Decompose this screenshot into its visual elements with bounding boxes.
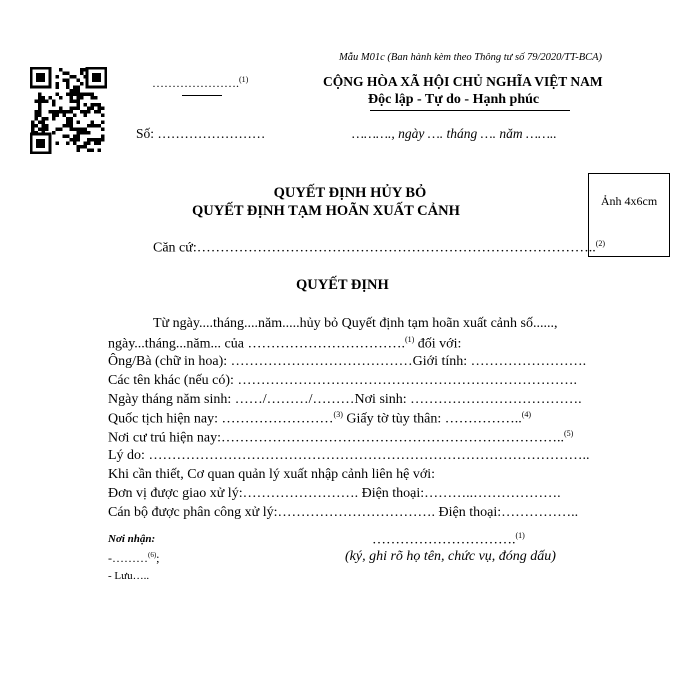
- body-line-other-names: Các tên khác (nếu có): ……………………………………………………………….: [108, 373, 577, 388]
- body-line-residence: Nơi cư trú hiện nay:………………………………………………………………..$^{(5)}$: [108, 429, 574, 446]
- body-line-contact: Khi cần thiết, Cơ quan quản lý xuất nhập cảnh liên hệ với:: [108, 467, 436, 482]
- form-code: Mẫu M01c (Ban hành kèm theo Thông tư số 79/2020/TT-BCA): [339, 52, 603, 63]
- basis-line: Căn cứ:…………………………………………………………………………..$^{(2)}$: [153, 239, 606, 256]
- signature-dots: ………………………….$^{(1)}$: [372, 531, 525, 548]
- recipients-line-2: - Lưu…..: [108, 570, 150, 582]
- photo-label: Ảnh 4x6cm: [600, 194, 658, 208]
- place-date-line: ………., ngày …. tháng …. năm ……..: [352, 126, 557, 141]
- body-line-name: Ông/Bà (chữ in hoa): …………………………………Giới tính: …………………….: [108, 354, 587, 369]
- agency-name-field: ………………….$^{(1)}$: [152, 75, 249, 90]
- agency-underline: [182, 95, 222, 96]
- document-number: Số: ……………………: [136, 126, 266, 141]
- body-line-2: ngày...tháng...năm... của …………………………….$^{(1)}$ đối với:: [108, 335, 462, 352]
- body-line-unit: Đơn vị được giao xử lý:……………………. Điện thoại:………..……………….: [108, 486, 561, 501]
- body-line-1: Từ ngày....tháng....năm.....hủy bỏ Quyết định tạm hoãn xuất cảnh số......,: [153, 316, 558, 331]
- document-title-line1: QUYẾT ĐỊNH HỦY BỎ: [273, 185, 427, 201]
- document-title-line2: QUYẾT ĐỊNH TẠM HOÃN XUẤT CẢNH: [192, 203, 460, 219]
- qr-code-icon: [30, 67, 107, 154]
- motto-underline: [370, 110, 570, 111]
- motto: Độc lập - Tự do - Hạnh phúc: [368, 92, 540, 107]
- body-line-birth: Ngày tháng năm sinh: ……/………/………Nơi sinh: ……………………………….: [108, 392, 582, 407]
- nation-title: CỘNG HÒA XÃ HỘI CHỦ NGHĨA VIỆT NAM: [323, 74, 603, 89]
- recipients-title: Nơi nhận:: [108, 533, 156, 545]
- body-line-officer: Cán bộ được phân công xử lý:……………………………. Điện thoại:……………..: [108, 505, 579, 520]
- recipients-line-1: -………$^{(6)}$;: [108, 551, 160, 565]
- decision-heading: QUYẾT ĐỊNH: [296, 277, 389, 293]
- body-line-reason: Lý do: …………………………………………………………………………………..: [108, 448, 590, 463]
- signature-instruction: (ký, ghi rõ họ tên, chức vụ, đóng dấu): [345, 549, 556, 564]
- body-line-nationality: Quốc tịch hiện nay: ……………………$^{(3)}$ Giấy tờ tùy thân: ……………..$^{(4)}$: [108, 410, 532, 427]
